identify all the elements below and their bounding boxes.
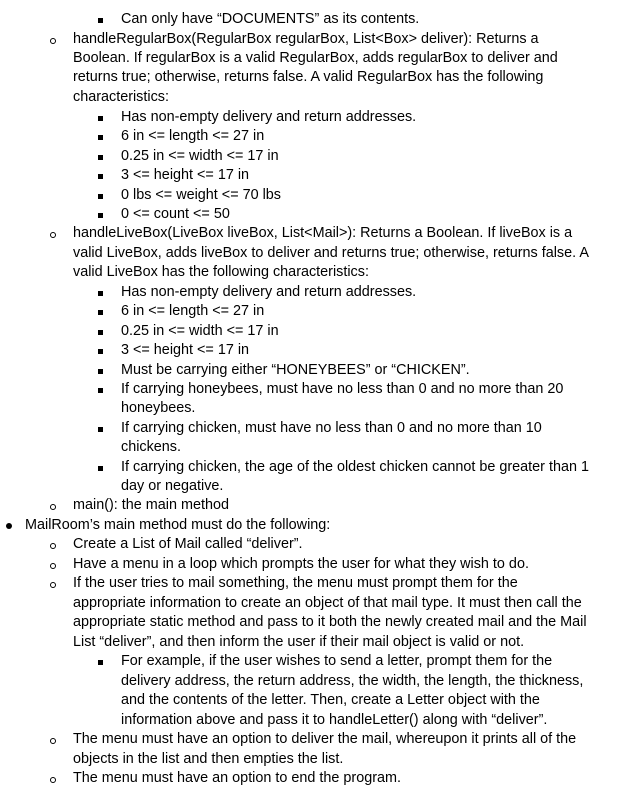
square-bullet-icon (98, 135, 103, 140)
text-line: 3 <= height <= 17 in (121, 167, 250, 183)
text-line: 0 <= count <= 50 (121, 206, 230, 222)
text-line: 0.25 in <= width <= 17 in (121, 148, 279, 164)
text-line: If carrying honeybees, must have no less than 0 and no more than 20 (121, 381, 564, 397)
text-line: appropriate information to create an object of that mail type. It must then call the (73, 595, 582, 611)
text-line: Have a menu in a loop which prompts the user for what they wish to do. (73, 556, 529, 572)
square-bullet-icon (98, 155, 103, 160)
text-line: appropriate static method and pass to it both the newly created mail and the Mail (73, 614, 587, 630)
text-line: 0 lbs <= weight <= 70 lbs (121, 187, 282, 203)
text-line: The menu must have an option to deliver the mail, whereupon it prints all of the (73, 731, 577, 747)
circle-bullet-icon (50, 582, 56, 588)
text-line: If carrying chicken, the age of the oldest chicken cannot be greater than 1 (121, 459, 589, 475)
square-bullet-icon (98, 388, 103, 393)
square-bullet-icon (98, 18, 103, 23)
circle-bullet-icon (50, 738, 56, 744)
text-line: List “deliver”, and then inform the user if their mail object is valid or not. (73, 634, 525, 650)
text-line: valid LiveBox has the following characteristics: (73, 264, 369, 280)
text-line: 3 <= height <= 17 in (121, 342, 250, 358)
text-line: If carrying chicken, must have no less than 0 and no more than 10 (121, 420, 542, 436)
text-line: The menu must have an option to end the program. (73, 770, 401, 786)
circle-bullet-icon (50, 504, 56, 510)
text-line: handleRegularBox(RegularBox regularBox, List<Box> deliver): Returns a (73, 31, 539, 47)
square-bullet-icon (98, 349, 103, 354)
text-line: Must be carrying either “HONEYBEES” or “CHICKEN”. (121, 362, 470, 378)
text-line: information above and pass it to handleLetter() along with “deliver”. (121, 712, 548, 728)
square-bullet-icon (98, 466, 103, 471)
circle-bullet-icon (50, 563, 56, 569)
square-bullet-icon (98, 213, 103, 218)
text-line: For example, if the user wishes to send a letter, prompt them for the (121, 653, 553, 669)
circle-bullet-icon (50, 232, 56, 238)
square-bullet-icon (98, 330, 103, 335)
text-line: Has non-empty delivery and return addresses. (121, 284, 417, 300)
text-line: valid LiveBox, adds liveBox to deliver and returns true; otherwise, returns false. A (73, 245, 589, 261)
square-bullet-icon (98, 291, 103, 296)
text-line: day or negative. (121, 478, 224, 494)
square-bullet-icon (98, 369, 103, 374)
text-line: 6 in <= length <= 27 in (121, 128, 265, 144)
text-line: MailRoom’s main method must do the following: (25, 517, 331, 533)
text-line: If the user tries to mail something, the menu must prompt them for the (73, 575, 518, 591)
circle-bullet-icon (50, 543, 56, 549)
square-bullet-icon (98, 116, 103, 121)
text-line: Can only have “DOCUMENTS” as its contents. (121, 11, 420, 27)
square-bullet-icon (98, 427, 103, 432)
text-line: 6 in <= length <= 27 in (121, 303, 265, 319)
circle-bullet-icon (50, 38, 56, 44)
text-line: handleLiveBox(LiveBox liveBox, List<Mail>): Returns a Boolean. If liveBox is a (73, 225, 573, 241)
text-line: Has non-empty delivery and return addresses. (121, 109, 417, 125)
text-line: chickens. (121, 439, 181, 455)
text-line: main(): the main method (73, 497, 229, 513)
text-line: returns true; otherwise, returns false. A valid RegularBox has the following (73, 69, 544, 85)
text-line: objects in the list and then empties the list. (73, 751, 344, 767)
square-bullet-icon (98, 660, 103, 665)
text-line: Create a List of Mail called “deliver”. (73, 536, 303, 552)
text-line: delivery address, the return address, the width, the length, the thickness, (121, 673, 584, 689)
square-bullet-icon (98, 310, 103, 315)
text-line: honeybees. (121, 400, 196, 416)
text-line: and the contents of the letter. Then, create a Letter object with the (121, 692, 540, 708)
text-line: characteristics: (73, 89, 169, 105)
square-bullet-icon (98, 174, 103, 179)
filled-bullet-icon (6, 523, 12, 529)
circle-bullet-icon (50, 777, 56, 783)
text-line: Boolean. If regularBox is a valid RegularBox, adds regularBox to deliver and (73, 50, 558, 66)
square-bullet-icon (98, 194, 103, 199)
text-line: 0.25 in <= width <= 17 in (121, 323, 279, 339)
